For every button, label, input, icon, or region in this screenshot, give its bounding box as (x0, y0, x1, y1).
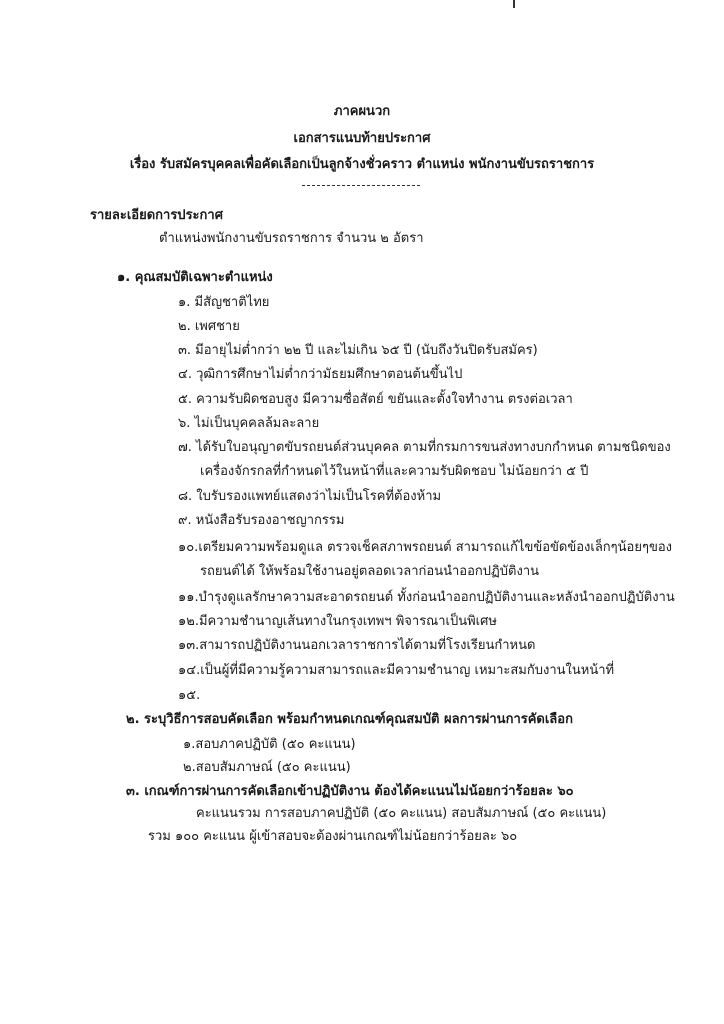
qualification-item: ๑๓.สามารถปฏิบัติงานนอกเวลาราชการได้ตามที่โรงเรียนกำหนด (178, 638, 536, 653)
section3-heading: ๓. เกณฑ์การผ่านการคัดเลือกเข้าปฏิบัติงาน ต้องได้คะแนนไม่น้อยกว่าร้อยละ ๖๐ (126, 784, 574, 799)
qualification-item-cont: เครื่องจักรกลที่กำหนดไว้ในหน้าที่และความรับผิดชอบ ไม่น้อยกว่า ๕ ปี (200, 464, 589, 479)
qualification-item: ๑๔.เป็นผู้ที่มีความรู้ความสามารถและมีความชำนาญ เหมาะสมกับงานในหน้าที่ (178, 663, 615, 678)
score-line: รวม ๑๐๐ คะแนน ผู้เข้าสอบจะต้องผ่านเกณฑ์ไม่น้อยกว่าร้อยละ ๖๐ (148, 829, 518, 844)
exam-item: ๒.สอบสัมภาษณ์ (๕๐ คะแนน) (183, 760, 351, 775)
score-line: คะแนนรวม การสอบภาคปฏิบัติ (๕๐ คะแนน) สอบสัมภาษณ์ (๕๐ คะแนน) (196, 806, 607, 821)
divider (302, 185, 420, 186)
qualification-item: ๔. วุฒิการศึกษาไม่ต่ำกว่ามัธยมศึกษาตอนต้นขึ้นไป (178, 367, 463, 382)
qualification-item: ๗. ได้รับใบอนุญาตขับรถยนต์ส่วนบุคคล ตามที่กรมการขนส่งทางบกกำหนด ตามชนิดของ (178, 440, 671, 455)
position-line: ตำแหน่งพนักงานขับรถราชการ จำนวน ๒ อัตรา (159, 231, 424, 246)
qualification-item: ๘. ใบรับรองแพทย์แสดงว่าไม่เป็นโรคที่ต้องห้าม (178, 489, 442, 504)
qualification-item: ๑๐.เตรียมความพร้อมดูแล ตรวจเช็คสภาพรถยนต์ สามารถแก้ไขข้อขัดข้องเล็กๆน้อยๆของ (178, 540, 672, 555)
appendix-title: ภาคผนวก (333, 104, 391, 119)
section2-heading: ๒. ระบุวิธีการสอบคัดเลือก พร้อมกำหนดเกณฑ์คุณสมบัติ ผลการผ่านการคัดเลือก (126, 712, 573, 727)
subject-line: เรื่อง รับสมัครบุคคลเพื่อคัดเลือกเป็นลูกจ้างชั่วคราว ตำแหน่ง พนักงานขับรถราชการ (129, 157, 595, 172)
qualification-item: ๓. มีอายุไม่ต่ำกว่า ๒๒ ปี และไม่เกิน ๖๕ ปี (นับถึงวันปิดรับสมัคร) (178, 343, 538, 358)
qualification-item: ๑๕. (178, 688, 201, 703)
exam-item: ๑.สอบภาคปฏิบัติ (๕๐ คะแนน) (183, 737, 356, 752)
details-heading: รายละเอียดการประกาศ (90, 208, 223, 223)
qualification-item: ๒. เพศชาย (178, 319, 240, 334)
qualification-item: ๙. หนังสือรับรองอาชญากรรม (178, 513, 345, 528)
qualification-item: ๑. มีสัญชาติไทย (178, 295, 270, 310)
qualification-item: ๑๒.มีความชำนาญเส้นทางในกรุงเทพฯ พิจารณาเป็นพิเศษ (178, 614, 497, 629)
section1-heading: ๑. คุณสมบัติเฉพาะตำแหน่ง (117, 270, 273, 285)
qualification-item-cont: รถยนต์ได้ ให้พร้อมใช้งานอยู่ตลอดเวลาก่อนนำออกปฏิบัติงาน (200, 564, 540, 579)
attachment-subtitle: เอกสารแนบท้ายประกาศ (293, 131, 431, 146)
qualification-item: ๕. ความรับผิดชอบสูง มีความซื่อสัตย์ ขยันและตั้งใจทำงาน ตรงต่อเวลา (178, 392, 573, 407)
scan-mark (513, 0, 515, 8)
qualification-item: ๑๑.บำรุงดูแลรักษาความสะอาดรถยนต์ ทั้งก่อนนำออกปฏิบัติงานและหลังนำออกปฏิบัติงาน (178, 590, 675, 605)
qualification-item: ๖. ไม่เป็นบุคคลล้มละลาย (178, 416, 320, 431)
